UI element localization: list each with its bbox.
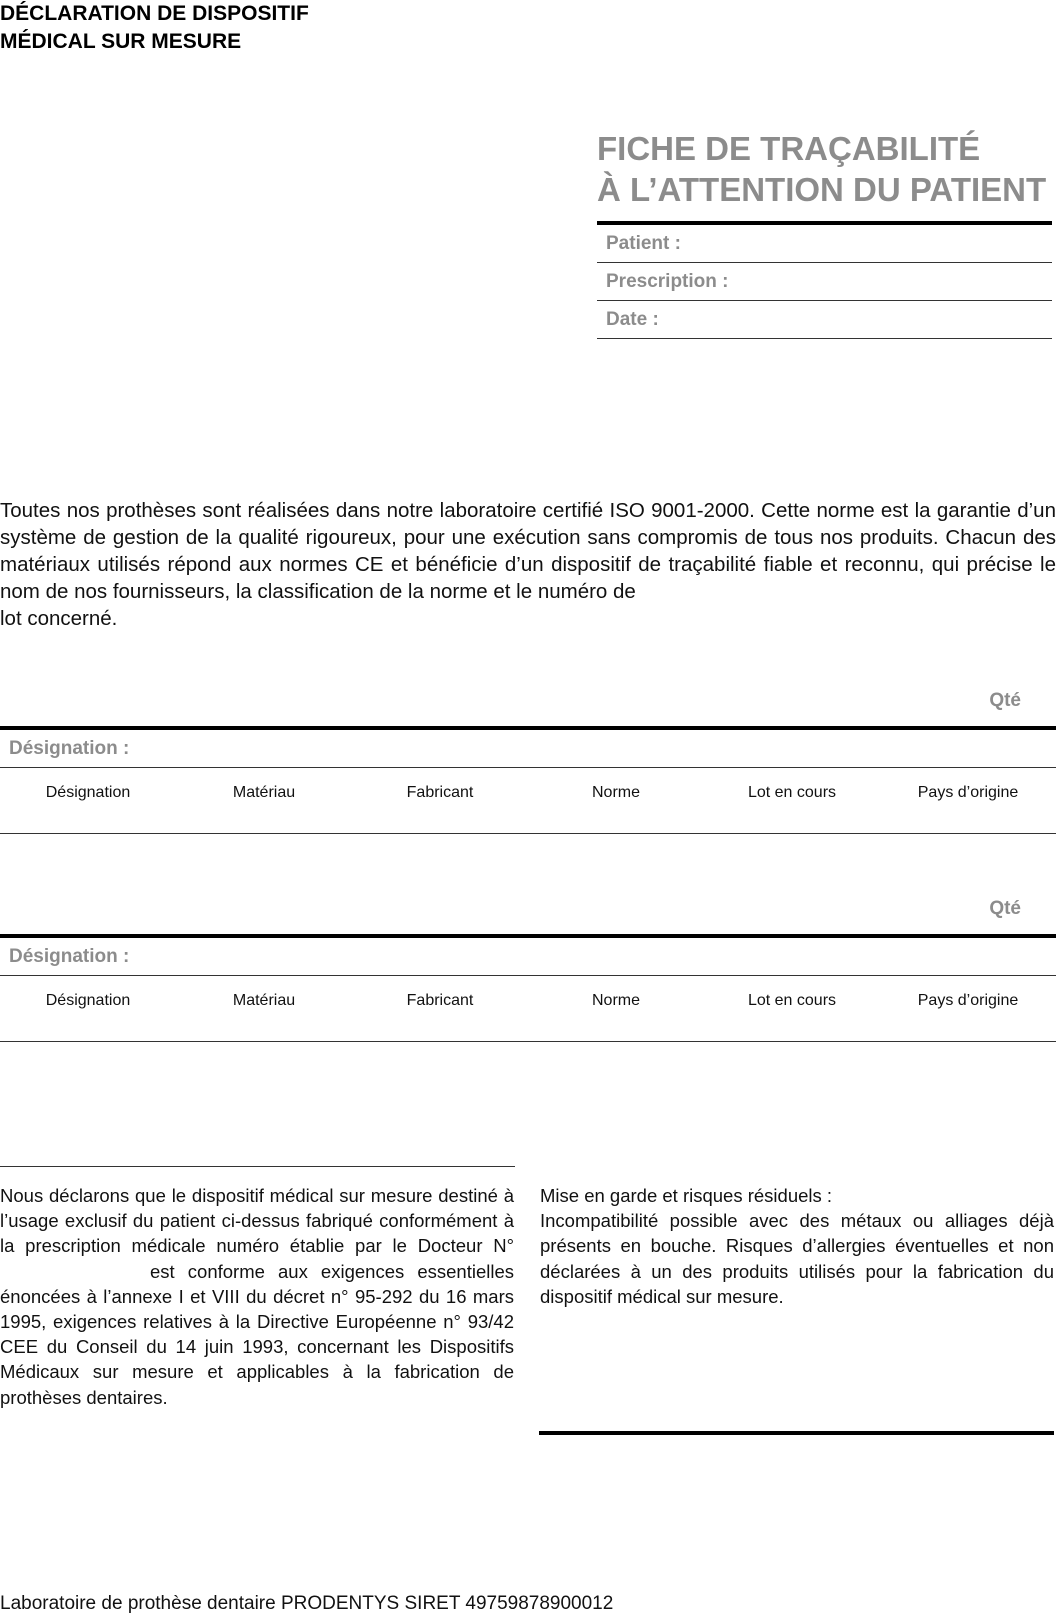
col-fabricant: Fabricant: [406, 992, 474, 1009]
date-field[interactable]: [597, 301, 1052, 339]
designation-field[interactable]: [0, 730, 1056, 768]
col-lot: Lot en cours: [747, 992, 837, 1009]
intro-text: Toutes nos prothèses sont réalisées dans notre laboratoire certifié ISO 9001-2000. Cette norme est la garantie d’un système de gestion de la qualité rigoureux, pour une exécution sans compromis de tous nos produits. Chacun des matériaux utilisés répond aux normes CE et bénéficie d’un dispositif de traçabilité fiable et reconnu, qui précise le nom de nos fournisseurs, la classification de la norme et le numéro de: [0, 499, 1056, 603]
designation-label: Désignation :: [9, 738, 130, 759]
column-headers: [0, 768, 1056, 834]
col-designation: Désignation: [45, 784, 131, 801]
col-norme: Norme: [591, 784, 640, 801]
declaration-text-part2: est conforme aux exigences essentielles énoncées à l’annexe I et VIII du décret n° 95-292 du 16 mars 1995, exigences relatives à la Directive Européenne n° 93/42 CEE du Conseil du 14 juin 1993, concernant les Dispositifs Médicaux sur mesure et applicables à la fabrication de prothèses dentaires.: [0, 1260, 514, 1408]
col-pays: Pays d’origine: [917, 784, 1019, 801]
col-pays: Pays d’origine: [917, 992, 1019, 1009]
date-label: Date :: [606, 309, 659, 330]
col-lot: Lot en cours: [747, 784, 837, 801]
intro-text-last: lot concerné.: [0, 607, 118, 630]
column-headers: [0, 976, 1056, 1042]
fiche-title-line2: À L’ATTENTION DU PATIENT: [597, 171, 1047, 208]
footer-text: Laboratoire de prothèse dentaire PRODENTYS SIRET 49759878900012: [0, 1593, 614, 1614]
designation-field[interactable]: [0, 938, 1056, 976]
warnings-title: Mise en garde et risques résiduels :: [540, 1185, 833, 1206]
document-title-line2: MÉDICAL SUR MESURE: [0, 30, 242, 53]
col-norme: Norme: [591, 992, 640, 1009]
document-title-line1: DÉCLARATION DE DISPOSITIF: [0, 2, 309, 25]
col-fabricant: Fabricant: [406, 784, 474, 801]
col-materiau: Matériau: [232, 992, 296, 1009]
prescription-label: Prescription :: [606, 271, 729, 292]
prescription-field[interactable]: [597, 263, 1052, 301]
document-title: [0, 0, 309, 56]
col-materiau: Matériau: [232, 784, 296, 801]
warnings-text: Incompatibilité possible avec des métaux ou alliages déjà présents en bouche. Risques d’allergies éventuelles et non déclarées à un des produits utilisés pour la fabrication du dispositif médical sur mesure.: [540, 1210, 1054, 1307]
qte-label: Qté: [989, 898, 1021, 919]
patient-label: Patient :: [606, 233, 681, 254]
col-designation: Désignation: [45, 992, 131, 1009]
designation-label: Désignation :: [9, 946, 130, 967]
fiche-title-line1: FICHE DE TRAÇABILITÉ: [597, 130, 981, 167]
declaration-top-rule: [0, 1166, 515, 1167]
warnings-paragraph: [540, 1183, 1054, 1309]
warnings-bottom-rule: [539, 1431, 1054, 1435]
qte-label: Qté: [989, 690, 1021, 711]
intro-paragraph: [0, 497, 1056, 632]
patient-field[interactable]: [597, 225, 1052, 263]
fiche-title: [597, 128, 1046, 210]
fiche-fields: [597, 221, 1052, 339]
declaration-paragraph: [0, 1183, 514, 1410]
declaration-text-part1: Nous déclarons que le dispositif médical sur mesure destiné à l’usage exclusif du patient ci-dessus fabriqué conformément à la prescription médicale numéro établie par le Docteur N°: [0, 1185, 514, 1257]
